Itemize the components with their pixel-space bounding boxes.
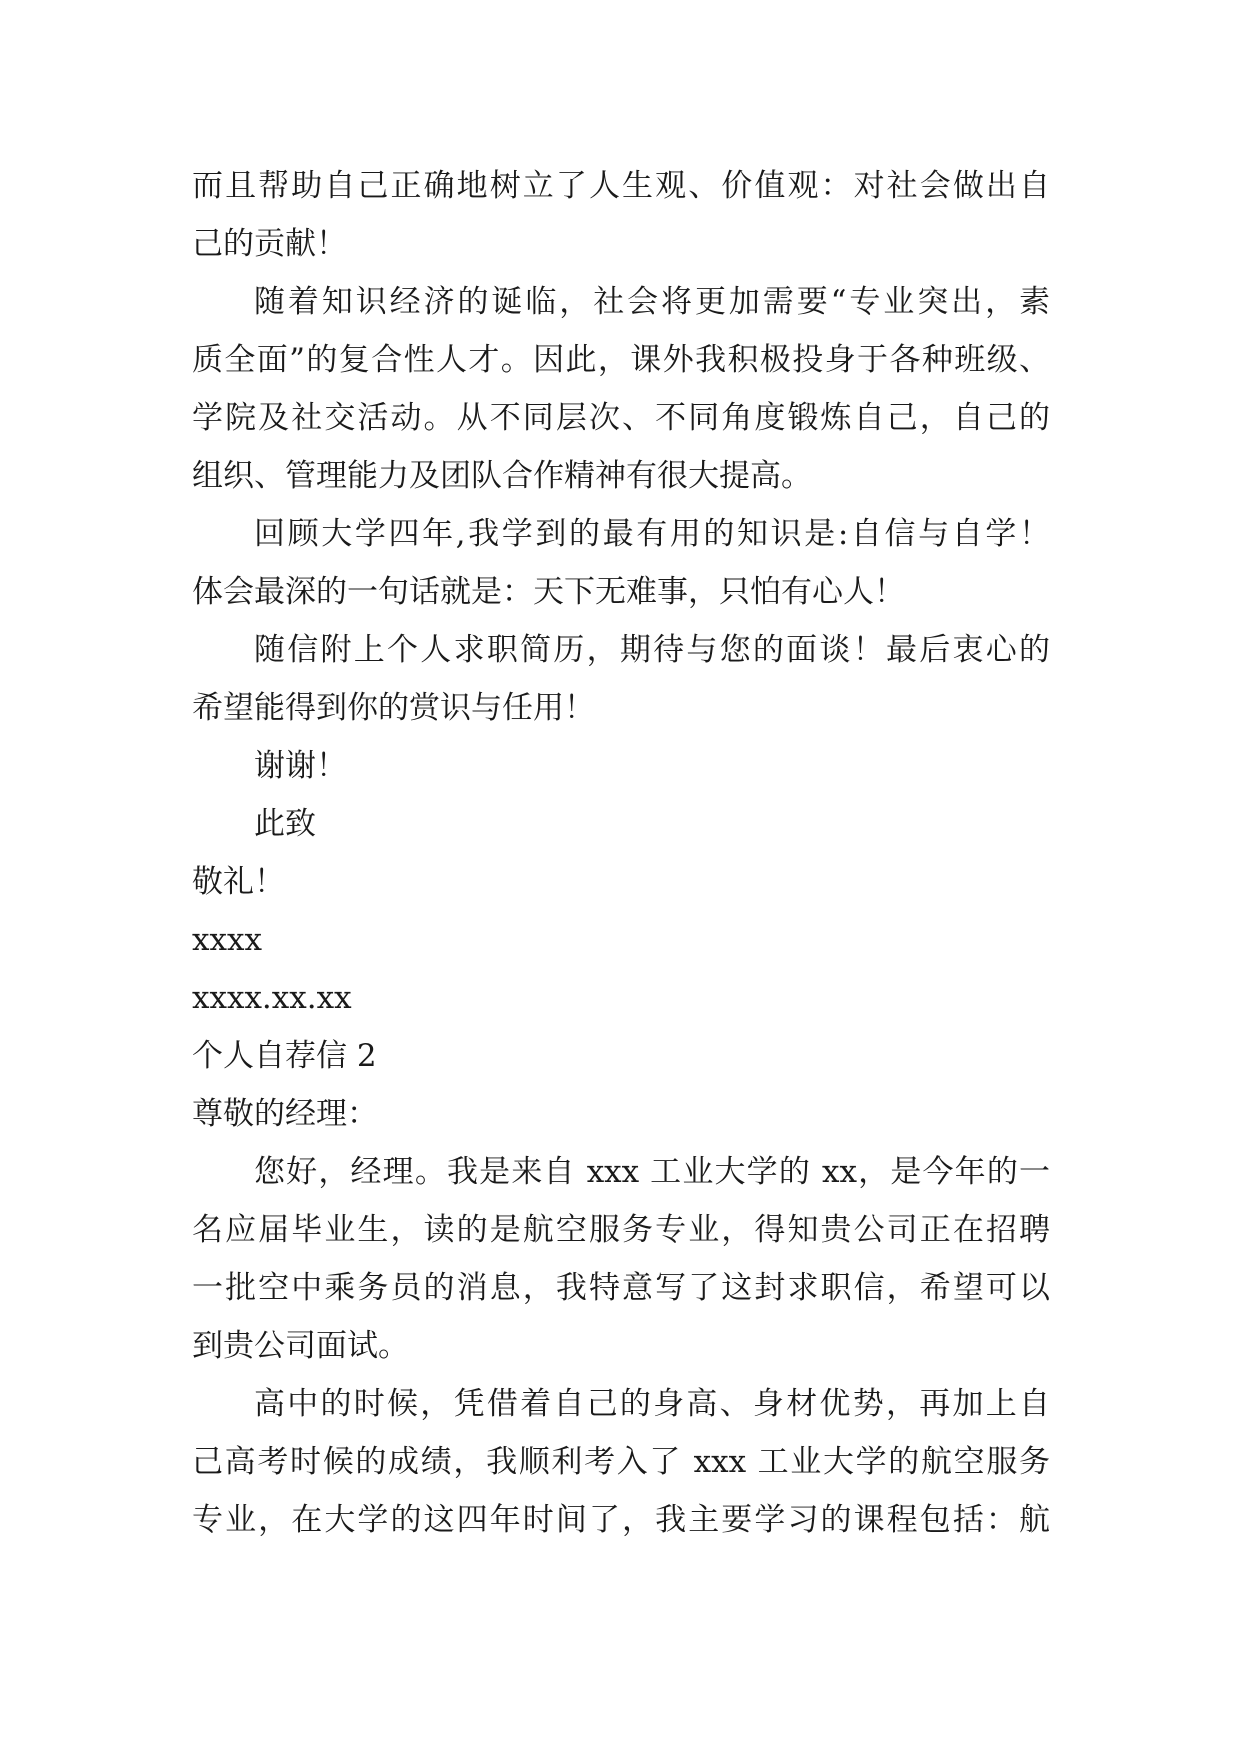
section-heading: 个人自荐信 2	[192, 1038, 377, 1074]
text-line: 随着知识经济的诞临，社会将更加需要“专业突出，素	[254, 284, 1050, 320]
text-line: 名应届毕业生，读的是航空服务专业，得知贵公司正在招聘	[192, 1212, 1050, 1248]
text-line: 您好，经理。我是来自 xxx 工业大学的 xx，是今年的一	[254, 1154, 1050, 1190]
text-line: 回顾大学四年,我学到的最有用的知识是:自信与自学！	[254, 516, 1050, 552]
salutation: 尊敬的经理：	[192, 1096, 378, 1132]
text-line: 希望能得到你的赏识与任用！	[192, 690, 595, 726]
text-line: 组织、管理能力及团队合作精神有很大提高。	[192, 458, 812, 494]
text-line: 到贵公司面试。	[192, 1328, 409, 1364]
text-line: 谢谢！	[254, 748, 347, 784]
text-line: xxxx.xx.xx	[192, 980, 352, 1016]
text-line: 敬礼！	[192, 864, 285, 900]
text-line: 己的贡献！	[192, 226, 347, 262]
text-line: 专业，在大学的这四年时间了，我主要学习的课程包括：航	[192, 1502, 1050, 1538]
text-line: 学院及社交活动。从不同层次、不同角度锻炼自己，自己的	[192, 400, 1050, 436]
text-line: xxxx	[192, 922, 262, 958]
text-line: 体会最深的一句话就是：天下无难事，只怕有心人！	[192, 574, 905, 610]
text-line: 高中的时候，凭借着自己的身高、身材优势，再加上自	[254, 1386, 1050, 1422]
text-line: 随信附上个人求职简历，期待与您的面谈！最后衷心的	[254, 632, 1050, 668]
text-line: 质全面”的复合性人才。因此，课外我积极投身于各种班级、	[192, 342, 1050, 378]
text-line: 而且帮助自己正确地树立了人生观、价值观：对社会做出自	[192, 168, 1050, 204]
text-line: 一批空中乘务员的消息，我特意写了这封求职信，希望可以	[192, 1270, 1050, 1306]
text-line: 此致	[254, 806, 316, 842]
text-line: 己高考时候的成绩，我顺利考入了 xxx 工业大学的航空服务	[192, 1444, 1050, 1480]
